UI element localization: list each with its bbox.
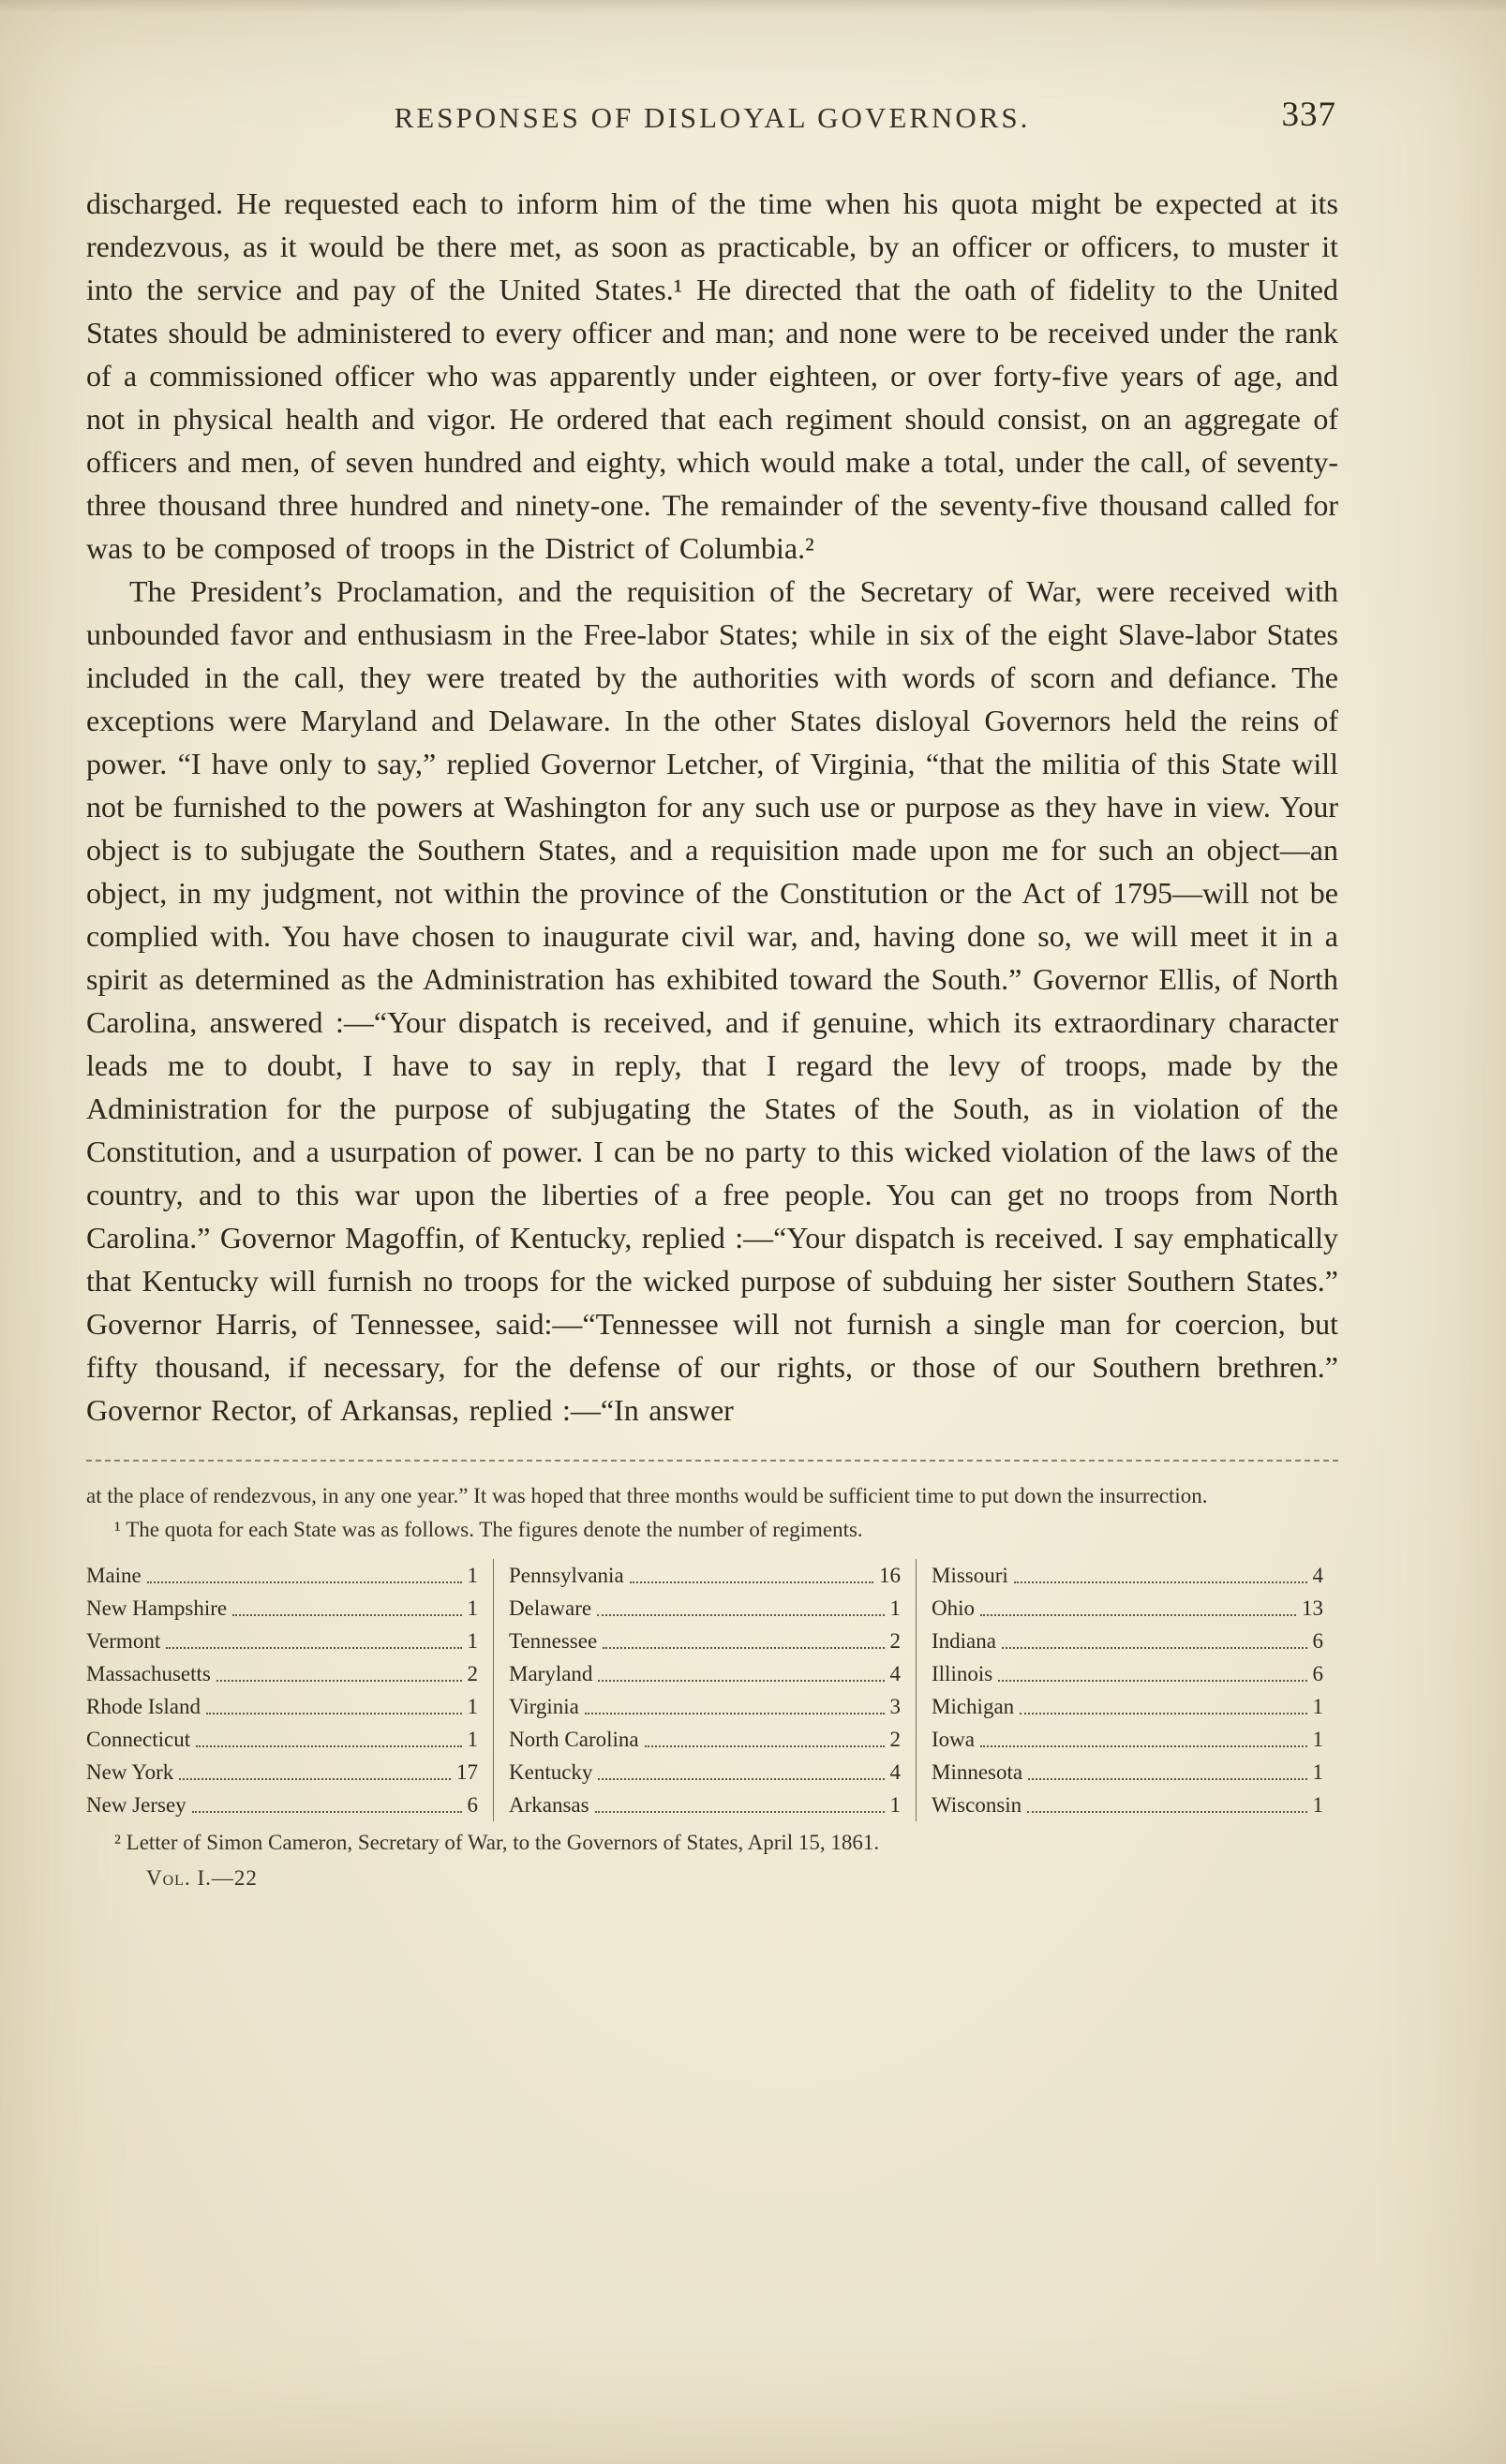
state-name: Virginia [509,1695,579,1718]
dotted-leader [192,1789,462,1813]
dotted-leader [980,1592,1296,1616]
quota-row [509,1592,901,1625]
quota-row [932,1723,1323,1756]
page-title: RESPONSES OF DISLOYAL GOVERNORS. [394,101,1031,134]
dotted-leader [1020,1690,1306,1714]
regiment-count: 1 [1312,1695,1323,1718]
dotted-leader [1002,1625,1307,1649]
volume-signature: Vol. I.—22 [146,1866,258,1890]
page-content [86,97,1338,1893]
dotted-leader [585,1690,885,1714]
footnote-1: ¹ The quota for each State was as follows. The figures denote the number of regiments. [114,1518,863,1541]
body-paragraph-1: discharged. He requested each to inform him of the time when his quota might be expected at its rendezvous, as it would be there met, as soon as practicable, by an officer or officers, to muster it into the service and pay of the United States.¹ He directed that the oath of fidelity to the United States should be administered to every officer and man; and none were to be received under the rank of a commissioned officer who was apparently under eighteen, or over forty-five years of age, and not in physical health and vigor. He ordered that each regiment should consist, on an aggregate of officers and men, of seven hundred and eighty, which would make a total, under the call, of seventy-three thousand three hundred and ninety-one. The remainder of the seventy-five thousand called for was to be composed of troops in the District of Columbia.² [86,186,1338,565]
quota-row [932,1592,1323,1625]
footnote-divider [86,1460,1338,1462]
state-name: Tennessee [509,1629,598,1653]
regiment-count: 2 [889,1728,901,1751]
quota-row [509,1756,901,1789]
regiment-count: 1 [467,1728,478,1751]
quota-row [86,1559,478,1592]
quota-row [86,1756,478,1789]
footnote-continuation: at the place of rendezvous, in any one year.” It was hoped that three months would be sufficient time to put down the insurrection. [86,1484,1208,1507]
dotted-leader [645,1723,885,1747]
quota-column-2 [493,1559,916,1821]
dotted-leader [147,1559,462,1583]
dotted-leader [232,1592,461,1616]
quota-column-3 [916,1559,1338,1821]
quota-row [932,1559,1323,1592]
dotted-leader [1027,1789,1306,1813]
quota-row [932,1756,1323,1789]
quota-row [509,1690,901,1723]
quota-row [932,1789,1323,1821]
dotted-leader [598,1756,884,1780]
regiment-count: 6 [1312,1629,1323,1653]
quota-row [86,1625,478,1657]
running-header [86,97,1338,141]
regiment-count: 16 [879,1564,901,1587]
dotted-leader [216,1657,462,1682]
quota-row [86,1657,478,1690]
regiment-count: 4 [889,1662,901,1685]
dotted-leader [980,1723,1307,1747]
state-name: New Hampshire [86,1596,228,1620]
state-name: Maryland [509,1662,593,1685]
state-name: Michigan [932,1695,1015,1718]
dotted-leader [998,1657,1306,1682]
dotted-leader [595,1789,885,1813]
dotted-leader [603,1625,884,1649]
dotted-leader [1014,1559,1307,1583]
state-name: Maine [86,1564,142,1587]
regiment-count: 2 [467,1662,478,1685]
state-name: Minnesota [932,1760,1023,1784]
regiment-count: 1 [467,1695,478,1718]
state-name: Connecticut [86,1728,191,1751]
page-number: 337 [1281,96,1336,134]
state-name: Ohio [932,1596,975,1620]
regiment-count: 6 [467,1793,478,1817]
quota-row [86,1789,478,1821]
regiment-count: 1 [467,1629,478,1653]
dotted-leader [166,1625,461,1649]
dotted-leader [598,1657,884,1682]
state-name: Pennsylvania [509,1564,624,1587]
state-name: Kentucky [509,1760,593,1784]
state-name: Iowa [932,1728,975,1751]
state-name: New Jersey [86,1793,186,1817]
quota-row [509,1657,901,1690]
state-name: Massachusetts [86,1662,211,1685]
state-name: Wisconsin [932,1793,1022,1817]
regiment-count: 13 [1302,1596,1323,1620]
regiment-count: 4 [1312,1564,1323,1587]
quota-row [86,1592,478,1625]
state-name: Vermont [86,1629,161,1653]
quota-row [86,1690,478,1723]
regiment-count: 3 [889,1695,901,1718]
state-name: Arkansas [509,1793,589,1817]
dotted-leader [1028,1756,1306,1780]
body-paragraph-2: The President’s Proclamation, and the requisition of the Secretary of War, were received with unbounded favor and enthusiasm in the Free-labor States; while in six of the eight Slave-labor States included in the call, they were treated by the authorities with words of scorn and defiance. The exceptions were Maryland and Delaware. In the other States disloyal Governors held the reins of power. “I have only to say,” replied Governor Letcher, of Virginia, “that the militia of this State will not be furnished to the powers at Washington for any such use or purpose as they have in view. Your object is to subjugate the Southern States, and a requisition made upon me for such an object—an object, in my judgment, not within the province of the Constitution or the Act of 1795—will not be complied with. You have chosen to inaugurate civil war, and, having done so, we will meet it in a spirit as determined as the Administration has exhibited toward the South.” Governor Ellis, of North Carolina, answered :—“Your dispatch is received, and if genuine, which its extraordinary character leads me to doubt, I have to say in reply, that I regard the levy of troops, made by the Administration for the purpose of subjugating the States of the South, as in violation of the Constitution, and a usurpation of power. I can be no party to this wicked violation of the laws of the country, and to this war upon the liberties of a free people. You can get no troops from North Carolina.” Governor Magoffin, of Kentucky, replied :—“Your dispatch is received. I say emphatically that Kentucky will furnish no troops for the wicked purpose of subduing her sister Southern States.” Governor Harris, of Tennessee, said:—“Tennessee will not furnish a single man for coercion, but fifty thousand, if necessary, for the defense of our rights, or those of our Southern brethren.” Governor Rector, of Arkansas, replied :—“In answer [86,574,1338,1427]
regiment-count: 17 [456,1760,478,1784]
regiment-count: 2 [889,1629,901,1653]
state-name: Missouri [932,1564,1008,1587]
quota-column-1 [86,1559,493,1821]
dotted-leader [206,1690,461,1714]
quota-row [86,1723,478,1756]
dotted-leader [630,1559,873,1583]
quota-row [509,1723,901,1756]
regiment-count: 4 [889,1760,901,1784]
regiment-count: 1 [889,1596,901,1620]
regiment-count: 1 [1312,1793,1323,1817]
state-name: Illinois [932,1662,993,1685]
dotted-leader [179,1756,451,1780]
quota-row [932,1690,1323,1723]
footnote-section [86,1482,1338,1893]
quota-row [932,1657,1323,1690]
state-name: North Carolina [509,1728,639,1751]
regiment-count: 1 [889,1793,901,1817]
quota-row [509,1559,901,1592]
footnote-2: ² Letter of Simon Cameron, Secretary of War, to the Governors of States, April 15, 1861. [114,1831,880,1854]
quota-row [509,1625,901,1657]
quota-row [509,1789,901,1821]
state-name: Indiana [932,1629,996,1653]
quota-table [86,1559,1338,1821]
dotted-leader [196,1723,461,1747]
dotted-leader [597,1592,884,1616]
regiment-count: 6 [1312,1662,1323,1685]
state-name: Rhode Island [86,1695,201,1718]
state-name: New York [86,1760,174,1784]
regiment-count: 1 [1312,1728,1323,1751]
regiment-count: 1 [1312,1760,1323,1784]
regiment-count: 1 [467,1596,478,1620]
regiment-count: 1 [467,1564,478,1587]
quota-row [932,1625,1323,1657]
state-name: Delaware [509,1596,592,1620]
